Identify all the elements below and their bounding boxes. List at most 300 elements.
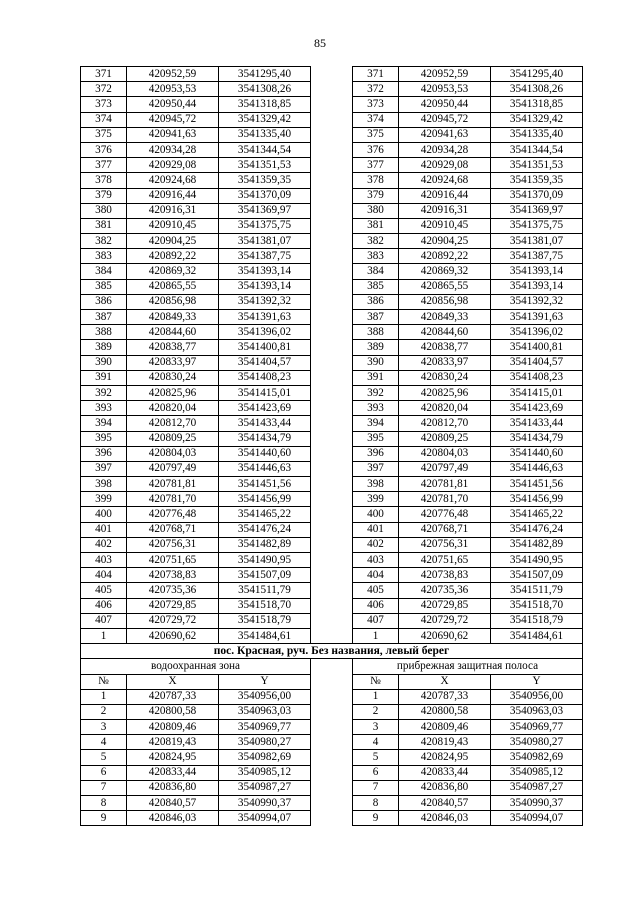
table-row	[81, 82, 583, 97]
y-coordinate-left: 3541381,07	[219, 234, 311, 249]
y-coordinate-left: 3541375,75	[219, 218, 311, 233]
x-coordinate-right: 420838,77	[399, 340, 491, 355]
x-coordinate-right: 420844,60	[399, 325, 491, 340]
table-gap	[311, 416, 353, 431]
x-coordinate-left: 420820,04	[127, 401, 219, 416]
point-number-right: 380	[353, 203, 399, 218]
table-row	[81, 522, 583, 537]
x-coordinate-right: 420953,53	[399, 82, 491, 97]
point-number-left: 396	[81, 446, 127, 461]
table-gap	[311, 720, 353, 735]
y-coordinate-left: 3541451,56	[219, 477, 311, 492]
table-row	[81, 416, 583, 431]
point-number-left: 389	[81, 340, 127, 355]
x-coordinate-right: 420910,45	[399, 218, 491, 233]
y-coordinate-left: 3541484,61	[219, 628, 311, 643]
table-row	[81, 780, 583, 795]
table-gap	[311, 97, 353, 112]
point-number-right: 377	[353, 158, 399, 173]
left-zone-title: водоохранная зона	[81, 659, 311, 674]
point-number-right: 395	[353, 431, 399, 446]
y-coordinate-left: 3541456,99	[219, 492, 311, 507]
x-coordinate-left: 420825,96	[127, 385, 219, 400]
y-coordinate-right: 3541482,89	[491, 537, 583, 552]
x-coordinate-right: 420756,31	[399, 537, 491, 552]
point-number-left: 2	[81, 704, 127, 719]
point-number-left: 393	[81, 401, 127, 416]
x-coordinate-right: 420729,85	[399, 598, 491, 613]
y-coordinate-left: 3541359,35	[219, 173, 311, 188]
y-coordinate-left: 3541387,75	[219, 249, 311, 264]
y-coordinate-left: 3541400,81	[219, 340, 311, 355]
table-row	[81, 446, 583, 461]
x-coordinate-left: 420738,83	[127, 568, 219, 583]
x-coordinate-left: 420797,49	[127, 461, 219, 476]
x-coordinate-right: 420797,49	[399, 461, 491, 476]
y-coordinate-left: 3541476,24	[219, 522, 311, 537]
point-number-right: 376	[353, 142, 399, 157]
table-gap	[311, 370, 353, 385]
x-coordinate-left: 420756,31	[127, 537, 219, 552]
x-coordinate-right: 420809,25	[399, 431, 491, 446]
x-coordinate-right: 420840,57	[399, 796, 491, 811]
point-number-left: 3	[81, 720, 127, 735]
table-row	[81, 264, 583, 279]
y-coordinate-right: 3541335,40	[491, 127, 583, 142]
point-number-right: 389	[353, 340, 399, 355]
header-x-right: X	[399, 674, 491, 689]
header-number-right: №	[353, 674, 399, 689]
column-header-row	[81, 674, 583, 689]
table-gap	[311, 613, 353, 628]
x-coordinate-left: 420892,22	[127, 249, 219, 264]
x-coordinate-right: 420735,36	[399, 583, 491, 598]
y-coordinate-right: 3540982,69	[491, 750, 583, 765]
table-row	[81, 112, 583, 127]
x-coordinate-right: 420781,81	[399, 477, 491, 492]
y-coordinate-right: 3540969,77	[491, 720, 583, 735]
table-gap	[311, 294, 353, 309]
y-coordinate-right: 3541434,79	[491, 431, 583, 446]
x-coordinate-right: 420833,97	[399, 355, 491, 370]
y-coordinate-right: 3540985,12	[491, 765, 583, 780]
table-row	[81, 310, 583, 325]
point-number-left: 375	[81, 127, 127, 142]
table-gap	[311, 203, 353, 218]
table-row	[81, 553, 583, 568]
y-coordinate-right: 3541393,14	[491, 279, 583, 294]
y-coordinate-right: 3541381,07	[491, 234, 583, 249]
y-coordinate-left: 3541433,44	[219, 416, 311, 431]
point-number-right: 386	[353, 294, 399, 309]
table-gap	[311, 355, 353, 370]
point-number-right: 4	[353, 735, 399, 750]
y-coordinate-right: 3541295,40	[491, 67, 583, 82]
y-coordinate-right: 3541369,97	[491, 203, 583, 218]
table-row	[81, 431, 583, 446]
table-gap	[311, 385, 353, 400]
y-coordinate-left: 3541369,97	[219, 203, 311, 218]
table-gap	[311, 173, 353, 188]
point-number-left: 398	[81, 477, 127, 492]
x-coordinate-left: 420952,59	[127, 67, 219, 82]
y-coordinate-right: 3541351,53	[491, 158, 583, 173]
point-number-right: 404	[353, 568, 399, 583]
point-number-right: 379	[353, 188, 399, 203]
table-gap	[311, 537, 353, 552]
point-number-left: 5	[81, 750, 127, 765]
x-coordinate-left: 420781,70	[127, 492, 219, 507]
y-coordinate-right: 3541359,35	[491, 173, 583, 188]
table-row	[81, 704, 583, 719]
x-coordinate-left: 420729,85	[127, 598, 219, 613]
x-coordinate-left: 420735,36	[127, 583, 219, 598]
table-row	[81, 188, 583, 203]
table-gap	[311, 674, 353, 689]
x-coordinate-right: 420952,59	[399, 67, 491, 82]
x-coordinate-left: 420934,28	[127, 142, 219, 157]
x-coordinate-left: 420846,03	[127, 811, 219, 826]
y-coordinate-left: 3541308,26	[219, 82, 311, 97]
point-number-right: 390	[353, 355, 399, 370]
table-row	[81, 67, 583, 82]
x-coordinate-right: 420950,44	[399, 97, 491, 112]
table-gap	[311, 446, 353, 461]
y-coordinate-left: 3541408,23	[219, 370, 311, 385]
y-coordinate-right: 3541375,75	[491, 218, 583, 233]
y-coordinate-right: 3541308,26	[491, 82, 583, 97]
x-coordinate-right: 420800,58	[399, 704, 491, 719]
x-coordinate-right: 420833,44	[399, 765, 491, 780]
table-gap	[311, 340, 353, 355]
y-coordinate-right: 3541476,24	[491, 522, 583, 537]
x-coordinate-right: 420916,31	[399, 203, 491, 218]
table-gap	[311, 310, 353, 325]
table-row	[81, 583, 583, 598]
table-row	[81, 811, 583, 826]
x-coordinate-right: 420892,22	[399, 249, 491, 264]
point-number-right: 397	[353, 461, 399, 476]
point-number-right: 8	[353, 796, 399, 811]
table-row	[81, 127, 583, 142]
y-coordinate-left: 3540980,27	[219, 735, 311, 750]
table-row	[81, 628, 583, 643]
x-coordinate-left: 420819,43	[127, 735, 219, 750]
y-coordinate-right: 3541415,01	[491, 385, 583, 400]
point-number-right: 374	[353, 112, 399, 127]
table-row	[81, 173, 583, 188]
point-number-right: 1	[353, 689, 399, 704]
y-coordinate-left: 3541391,63	[219, 310, 311, 325]
table-row	[81, 461, 583, 476]
point-number-left: 7	[81, 780, 127, 795]
x-coordinate-right: 420856,98	[399, 294, 491, 309]
x-coordinate-right: 420804,03	[399, 446, 491, 461]
y-coordinate-left: 3540956,00	[219, 689, 311, 704]
y-coordinate-left: 3541318,85	[219, 97, 311, 112]
point-number-right: 402	[353, 537, 399, 552]
table-row	[81, 537, 583, 552]
point-number-left: 394	[81, 416, 127, 431]
y-coordinate-left: 3541440,60	[219, 446, 311, 461]
point-number-left: 372	[81, 82, 127, 97]
x-coordinate-left: 420800,58	[127, 704, 219, 719]
x-coordinate-left: 420941,63	[127, 127, 219, 142]
table-row	[81, 720, 583, 735]
point-number-right: 378	[353, 173, 399, 188]
y-coordinate-right: 3541408,23	[491, 370, 583, 385]
table-gap	[311, 507, 353, 522]
point-number-right: 6	[353, 765, 399, 780]
table-gap	[311, 780, 353, 795]
y-coordinate-right: 3541391,63	[491, 310, 583, 325]
point-number-left: 407	[81, 613, 127, 628]
table-gap	[311, 249, 353, 264]
table-gap	[311, 689, 353, 704]
point-number-left: 1	[81, 628, 127, 643]
point-number-left: 403	[81, 553, 127, 568]
y-coordinate-right: 3541344,54	[491, 142, 583, 157]
x-coordinate-right: 420738,83	[399, 568, 491, 583]
table-row	[81, 325, 583, 340]
point-number-right: 391	[353, 370, 399, 385]
table-row	[81, 97, 583, 112]
point-number-right: 392	[353, 385, 399, 400]
y-coordinate-left: 3541335,40	[219, 127, 311, 142]
table-gap	[311, 234, 353, 249]
table-row	[81, 218, 583, 233]
point-number-right: 5	[353, 750, 399, 765]
table-row	[81, 294, 583, 309]
y-coordinate-right: 3540994,07	[491, 811, 583, 826]
x-coordinate-left: 420824,95	[127, 750, 219, 765]
x-coordinate-left: 420809,25	[127, 431, 219, 446]
header-y-right: Y	[491, 674, 583, 689]
table-gap	[311, 628, 353, 643]
y-coordinate-left: 3540990,37	[219, 796, 311, 811]
point-number-right: 3	[353, 720, 399, 735]
point-number-right: 7	[353, 780, 399, 795]
point-number-left: 404	[81, 568, 127, 583]
section-title: пос. Красная, руч. Без названия, левый берег	[81, 644, 583, 659]
x-coordinate-right: 420824,95	[399, 750, 491, 765]
x-coordinate-left: 420787,33	[127, 689, 219, 704]
x-coordinate-left: 420804,03	[127, 446, 219, 461]
y-coordinate-right: 3541518,79	[491, 613, 583, 628]
y-coordinate-left: 3541465,22	[219, 507, 311, 522]
y-coordinate-left: 3541344,54	[219, 142, 311, 157]
point-number-left: 380	[81, 203, 127, 218]
table-gap	[311, 796, 353, 811]
y-coordinate-right: 3541433,44	[491, 416, 583, 431]
x-coordinate-left: 420833,97	[127, 355, 219, 370]
y-coordinate-right: 3541451,56	[491, 477, 583, 492]
x-coordinate-left: 420849,33	[127, 310, 219, 325]
point-number-right: 401	[353, 522, 399, 537]
x-coordinate-right: 420849,33	[399, 310, 491, 325]
y-coordinate-right: 3541511,79	[491, 583, 583, 598]
table-gap	[311, 112, 353, 127]
x-coordinate-left: 420690,62	[127, 628, 219, 643]
point-number-left: 402	[81, 537, 127, 552]
y-coordinate-left: 3541423,69	[219, 401, 311, 416]
x-coordinate-right: 420846,03	[399, 811, 491, 826]
point-number-right: 381	[353, 218, 399, 233]
table-gap	[311, 142, 353, 157]
x-coordinate-right: 420941,63	[399, 127, 491, 142]
table-gap	[311, 431, 353, 446]
x-coordinate-right: 420865,55	[399, 279, 491, 294]
x-coordinate-left: 420809,46	[127, 720, 219, 735]
table-row	[81, 507, 583, 522]
table-gap	[311, 127, 353, 142]
table-row	[81, 158, 583, 173]
table-row	[81, 765, 583, 780]
x-coordinate-left: 420904,25	[127, 234, 219, 249]
table-row	[81, 492, 583, 507]
point-number-left: 395	[81, 431, 127, 446]
x-coordinate-left: 420916,31	[127, 203, 219, 218]
table-row	[81, 234, 583, 249]
table-gap	[311, 659, 353, 674]
table-row	[81, 385, 583, 400]
x-coordinate-left: 420953,53	[127, 82, 219, 97]
point-number-right: 371	[353, 67, 399, 82]
point-number-left: 6	[81, 765, 127, 780]
y-coordinate-right: 3540980,27	[491, 735, 583, 750]
x-coordinate-right: 420830,24	[399, 370, 491, 385]
point-number-left: 379	[81, 188, 127, 203]
y-coordinate-left: 3541370,09	[219, 188, 311, 203]
point-number-left: 9	[81, 811, 127, 826]
x-coordinate-right: 420904,25	[399, 234, 491, 249]
y-coordinate-right: 3541518,70	[491, 598, 583, 613]
x-coordinate-right: 420781,70	[399, 492, 491, 507]
x-coordinate-right: 420819,43	[399, 735, 491, 750]
coordinates-table	[80, 66, 583, 826]
point-number-right: 388	[353, 325, 399, 340]
point-number-right: 399	[353, 492, 399, 507]
table-gap	[311, 279, 353, 294]
table-gap	[311, 811, 353, 826]
y-coordinate-left: 3541329,42	[219, 112, 311, 127]
point-number-left: 406	[81, 598, 127, 613]
x-coordinate-right: 420869,32	[399, 264, 491, 279]
point-number-left: 371	[81, 67, 127, 82]
point-number-right: 383	[353, 249, 399, 264]
table-row	[81, 203, 583, 218]
y-coordinate-left: 3541511,79	[219, 583, 311, 598]
table-gap	[311, 583, 353, 598]
point-number-left: 401	[81, 522, 127, 537]
point-number-right: 387	[353, 310, 399, 325]
y-coordinate-right: 3541400,81	[491, 340, 583, 355]
y-coordinate-left: 3541446,63	[219, 461, 311, 476]
y-coordinate-left: 3541396,02	[219, 325, 311, 340]
x-coordinate-left: 420768,71	[127, 522, 219, 537]
y-coordinate-left: 3540985,12	[219, 765, 311, 780]
x-coordinate-left: 420950,44	[127, 97, 219, 112]
x-coordinate-right: 420729,72	[399, 613, 491, 628]
y-coordinate-right: 3541392,32	[491, 294, 583, 309]
point-number-right: 394	[353, 416, 399, 431]
x-coordinate-left: 420924,68	[127, 173, 219, 188]
x-coordinate-right: 420934,28	[399, 142, 491, 157]
point-number-right: 9	[353, 811, 399, 826]
y-coordinate-left: 3540994,07	[219, 811, 311, 826]
table-gap	[311, 477, 353, 492]
y-coordinate-left: 3541393,14	[219, 279, 311, 294]
x-coordinate-left: 420833,44	[127, 765, 219, 780]
x-coordinate-right: 420820,04	[399, 401, 491, 416]
table-row	[81, 249, 583, 264]
table-gap	[311, 325, 353, 340]
point-number-right: 373	[353, 97, 399, 112]
x-coordinate-right: 420836,80	[399, 780, 491, 795]
table-gap	[311, 158, 353, 173]
x-coordinate-left: 420929,08	[127, 158, 219, 173]
y-coordinate-left: 3541351,53	[219, 158, 311, 173]
table-gap	[311, 401, 353, 416]
point-number-right: 398	[353, 477, 399, 492]
point-number-right: 385	[353, 279, 399, 294]
point-number-right: 382	[353, 234, 399, 249]
table-row	[81, 401, 583, 416]
x-coordinate-left: 420838,77	[127, 340, 219, 355]
y-coordinate-left: 3540969,77	[219, 720, 311, 735]
x-coordinate-left: 420844,60	[127, 325, 219, 340]
point-number-right: 400	[353, 507, 399, 522]
y-coordinate-right: 3541507,09	[491, 568, 583, 583]
x-coordinate-right: 420776,48	[399, 507, 491, 522]
point-number-right: 1	[353, 628, 399, 643]
y-coordinate-right: 3541396,02	[491, 325, 583, 340]
point-number-left: 387	[81, 310, 127, 325]
table-row	[81, 735, 583, 750]
x-coordinate-left: 420830,24	[127, 370, 219, 385]
table-row	[81, 750, 583, 765]
y-coordinate-left: 3541482,89	[219, 537, 311, 552]
table-gap	[311, 598, 353, 613]
table-gap	[311, 264, 353, 279]
point-number-left: 382	[81, 234, 127, 249]
point-number-left: 4	[81, 735, 127, 750]
table-row	[81, 340, 583, 355]
table-row	[81, 370, 583, 385]
y-coordinate-right: 3540956,00	[491, 689, 583, 704]
y-coordinate-right: 3540987,27	[491, 780, 583, 795]
table-gap	[311, 82, 353, 97]
point-number-right: 405	[353, 583, 399, 598]
header-x-left: X	[127, 674, 219, 689]
y-coordinate-left: 3541404,57	[219, 355, 311, 370]
table-gap	[311, 67, 353, 82]
y-coordinate-right: 3541329,42	[491, 112, 583, 127]
point-number-left: 374	[81, 112, 127, 127]
point-number-left: 399	[81, 492, 127, 507]
table-row	[81, 142, 583, 157]
table-gap	[311, 568, 353, 583]
y-coordinate-right: 3541387,75	[491, 249, 583, 264]
x-coordinate-left: 420729,72	[127, 613, 219, 628]
table-gap	[311, 750, 353, 765]
x-coordinate-right: 420924,68	[399, 173, 491, 188]
table-row	[81, 598, 583, 613]
point-number-left: 8	[81, 796, 127, 811]
table-row	[81, 279, 583, 294]
x-coordinate-left: 420945,72	[127, 112, 219, 127]
y-coordinate-right: 3541440,60	[491, 446, 583, 461]
